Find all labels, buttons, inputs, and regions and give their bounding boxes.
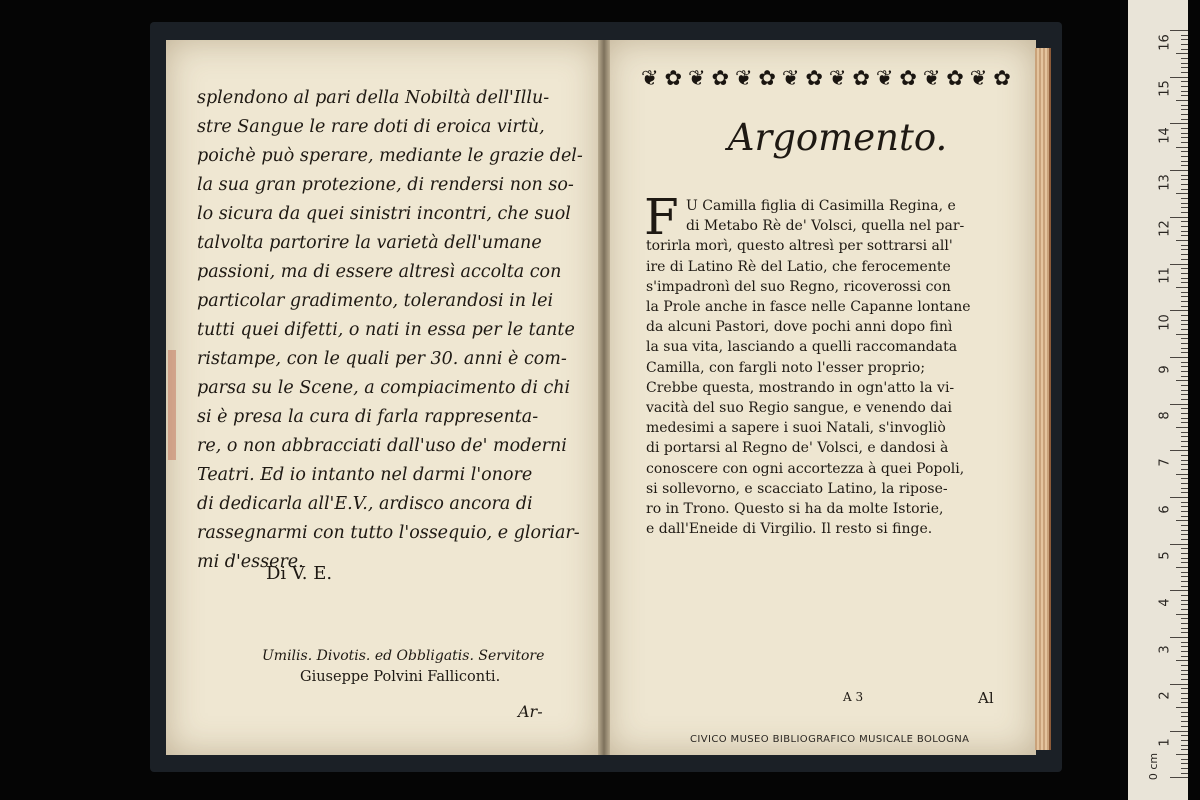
ruler-number: 16	[1157, 33, 1173, 51]
ruler-tick	[1181, 315, 1188, 316]
ruler-tick	[1181, 460, 1188, 461]
ruler-tick	[1181, 352, 1188, 353]
ruler-tick	[1181, 390, 1188, 391]
ruler-tick	[1181, 165, 1188, 166]
ruler-tick	[1181, 609, 1188, 610]
ruler-number: 15	[1157, 80, 1173, 98]
ruler-tick	[1181, 642, 1188, 643]
ruler-tick	[1181, 292, 1188, 293]
ruler-tick	[1181, 670, 1188, 671]
ruler-number: 4	[1157, 598, 1173, 607]
text-line: ristampe, con le quali per 30. anni è com-	[197, 349, 567, 369]
ruler-tick	[1181, 745, 1188, 746]
ruler-tick	[1181, 198, 1188, 199]
signature-mark: A 3	[843, 690, 864, 704]
ruler-tick	[1176, 614, 1188, 615]
ruler-tick	[1170, 77, 1188, 78]
ruler-tick	[1181, 712, 1188, 713]
text-line: Teatri. Ed io intanto nel darmi l'onore	[197, 465, 533, 485]
ruler-tick	[1181, 348, 1188, 349]
ruler-tick	[1176, 427, 1188, 428]
ruler-tick	[1181, 604, 1188, 605]
ruler-tick	[1181, 628, 1188, 629]
ruler-tick	[1176, 380, 1188, 381]
ruler-tick	[1181, 553, 1188, 554]
ruler-tick	[1181, 674, 1188, 675]
ruler-tick	[1181, 759, 1188, 760]
ruler-tick	[1181, 371, 1188, 372]
ruler-tick	[1181, 91, 1188, 92]
ruler-tick	[1170, 777, 1188, 778]
ruler-tick	[1181, 343, 1188, 344]
ruler-tick	[1181, 600, 1188, 601]
ruler-tick	[1181, 698, 1188, 699]
ruler-tick	[1181, 749, 1188, 750]
text-line: parsa su le Scene, a compiacimento di chi	[197, 378, 571, 398]
ruler-tick	[1181, 119, 1188, 120]
measuring-ruler	[1128, 0, 1188, 800]
ruler-tick	[1181, 376, 1188, 377]
ruler-tick	[1181, 548, 1188, 549]
ruler-tick	[1181, 67, 1188, 68]
ruler-tick	[1181, 58, 1188, 59]
ruler-tick	[1181, 109, 1188, 110]
ruler-tick	[1181, 502, 1188, 503]
ruler-tick	[1181, 207, 1188, 208]
ruler-tick	[1176, 287, 1188, 288]
ruler-number: 1	[1157, 738, 1173, 747]
ruler-tick	[1181, 35, 1188, 36]
ruler-tick	[1181, 618, 1188, 619]
text-line: da alcuni Pastori, dove pochi anni dopo finì	[646, 319, 953, 336]
ruler-tick	[1181, 366, 1188, 367]
library-stamp: CIVICO MUSEO BIBLIOGRAFICO MUSICALE BOLOGNA	[690, 734, 970, 745]
ruler-tick	[1181, 693, 1188, 694]
ruler-tick	[1181, 581, 1188, 582]
text-line: di portarsi al Regno de' Volsci, e dandosi à	[646, 440, 949, 457]
ruler-tick	[1181, 179, 1188, 180]
ruler-tick	[1181, 254, 1188, 255]
ruler-tick	[1170, 217, 1188, 218]
text-line: la sua gran protezione, di rendersi non so-	[197, 175, 574, 195]
ruler-tick	[1181, 385, 1188, 386]
drop-cap: F	[644, 188, 679, 246]
ruler-tick	[1181, 114, 1188, 115]
ruler-tick	[1181, 525, 1188, 526]
ruler-tick	[1181, 436, 1188, 437]
ruler-tick	[1181, 735, 1188, 736]
text-line: splendono al pari della Nobiltà dell'Illu-	[197, 88, 550, 108]
ruler-tick	[1170, 30, 1188, 31]
ruler-tick	[1181, 422, 1188, 423]
ruler-tick	[1181, 418, 1188, 419]
author-name: Giuseppe Polvini Falliconti.	[300, 669, 501, 685]
ruler-tick	[1181, 464, 1188, 465]
ruler-tick	[1181, 562, 1188, 563]
ruler-tick	[1176, 100, 1188, 101]
ruler-tick	[1181, 716, 1188, 717]
right-page-text	[646, 236, 1016, 539]
ruler-tick	[1181, 530, 1188, 531]
ruler-tick	[1170, 497, 1188, 498]
ruler-tick	[1181, 156, 1188, 157]
ruler-tick	[1181, 273, 1188, 274]
ruler-tick	[1170, 637, 1188, 638]
ruler-tick	[1181, 296, 1188, 297]
ruler-tick	[1170, 170, 1188, 171]
ruler-tick	[1181, 226, 1188, 227]
ruler-number: 3	[1157, 645, 1173, 654]
ruler-tick	[1176, 520, 1188, 521]
ruler-tick	[1170, 404, 1188, 405]
ruler-tick	[1181, 72, 1188, 73]
text-line: U Camilla figlia di Casimilla Regina, e	[686, 198, 956, 214]
ruler-tick	[1176, 474, 1188, 475]
ruler-tick	[1181, 432, 1188, 433]
ruler-number: 8	[1157, 411, 1173, 420]
ruler-tick	[1181, 81, 1188, 82]
text-line: di Metabo Rè de' Volsci, quella nel par-	[686, 218, 965, 235]
text-line: Crebbe questa, mostrando in ogn'atto la vi-	[646, 379, 955, 396]
ruler-tick	[1181, 595, 1188, 596]
ruler-tick	[1181, 516, 1188, 517]
ruler-unit-label: 0 cm	[1147, 752, 1161, 781]
ruler-tick	[1181, 534, 1188, 535]
ruler-number: 6	[1157, 505, 1173, 514]
ruler-tick	[1181, 175, 1188, 176]
ruler-tick	[1181, 278, 1188, 279]
ruler-tick	[1170, 544, 1188, 545]
ruler-tick	[1181, 39, 1188, 40]
text-line: si è presa la cura di farla rappresenta-	[197, 407, 539, 427]
ruler-tick	[1176, 754, 1188, 755]
ruler-tick	[1181, 478, 1188, 479]
ruler-tick	[1181, 679, 1188, 680]
ruler-tick	[1176, 334, 1188, 335]
ruler-tick	[1181, 702, 1188, 703]
ruler-tick	[1181, 492, 1188, 493]
ruler-tick	[1181, 324, 1188, 325]
ruler-tick	[1181, 572, 1188, 573]
ruler-tick	[1181, 161, 1188, 162]
ruler-tick	[1181, 740, 1188, 741]
ruler-tick	[1181, 726, 1188, 727]
ruler-tick	[1181, 306, 1188, 307]
ruler-tick	[1181, 768, 1188, 769]
ruler-tick	[1181, 362, 1188, 363]
catchword-right: Al	[978, 689, 994, 707]
ruler-tick	[1176, 53, 1188, 54]
ruler-tick	[1170, 450, 1188, 451]
text-line: ire di Latino Rè del Latio, che ferocemente	[646, 258, 951, 275]
ruler-tick	[1181, 763, 1188, 764]
ruler-tick	[1181, 268, 1188, 269]
ruler-number: 12	[1157, 220, 1173, 238]
ruler-tick	[1170, 731, 1188, 732]
right-page-first-lines	[686, 196, 1006, 236]
ruler-tick	[1170, 590, 1188, 591]
dedication-signoff: Di V. E.	[266, 563, 333, 584]
ruler-number: 5	[1157, 551, 1173, 560]
ruler-number: 13	[1157, 174, 1173, 191]
ruler-tick	[1181, 469, 1188, 470]
page-stain	[168, 350, 176, 460]
ruler-tick	[1181, 576, 1188, 577]
ruler-tick	[1181, 329, 1188, 330]
ruler-tick	[1181, 184, 1188, 185]
ruler-number: 11	[1157, 267, 1173, 284]
ruler-tick	[1181, 399, 1188, 400]
catchword-left: Ar-	[518, 702, 543, 721]
ruler-tick	[1181, 413, 1188, 414]
text-line: si sollevorno, e scacciato Latino, la ripose-	[646, 480, 948, 497]
ruler-tick	[1181, 259, 1188, 260]
ruler-tick	[1170, 684, 1188, 685]
ruler-tick	[1181, 441, 1188, 442]
ruler-tick	[1181, 245, 1188, 246]
text-line: re, o non abbracciati dall'uso de' moderni	[197, 436, 567, 456]
ruler-tick	[1170, 310, 1188, 311]
ruler-tick	[1181, 773, 1188, 774]
ruler-tick	[1181, 632, 1188, 633]
ruler-tick	[1181, 203, 1188, 204]
text-line: vacità del suo Regio sangue, e venendo dai	[646, 400, 952, 417]
ruler-tick	[1181, 151, 1188, 152]
text-line: e dall'Eneide di Virgilio. Il resto si finge.	[646, 521, 933, 538]
ruler-tick	[1176, 240, 1188, 241]
text-line: tutti quei difetti, o nati in essa per le tante	[197, 320, 575, 340]
ruler-tick	[1181, 235, 1188, 236]
text-line: stre Sangue le rare doti di eroica virtù,	[197, 117, 545, 137]
ruler-tick	[1181, 49, 1188, 50]
ruler-tick	[1181, 586, 1188, 587]
text-line: ro in Trono. Questo si ha da molte Istorie,	[646, 501, 944, 518]
ruler-tick	[1181, 646, 1188, 647]
ruler-tick	[1181, 63, 1188, 64]
ruler-tick	[1181, 282, 1188, 283]
ruler-tick	[1170, 123, 1188, 124]
ruler-tick	[1181, 320, 1188, 321]
text-line: s'impadronì del suo Regno, ricoverossi con	[646, 278, 951, 295]
ruler-number: 2	[1157, 691, 1173, 701]
ruler-tick	[1181, 408, 1188, 409]
ruler-number: 14	[1157, 127, 1173, 144]
ruler-tick	[1181, 301, 1188, 302]
text-line: conoscere con ogni accortezza à quei Popoli,	[646, 460, 965, 477]
ruler-tick	[1181, 721, 1188, 722]
ruler-tick	[1181, 558, 1188, 559]
ruler-tick	[1181, 137, 1188, 138]
ruler-tick	[1181, 688, 1188, 689]
ruler-tick	[1181, 128, 1188, 129]
text-line: lo sicura da quei sinistri incontri, che suol	[197, 204, 571, 224]
page-heading: Argomento.	[727, 116, 948, 159]
ruler-tick	[1181, 651, 1188, 652]
ruler-tick	[1181, 189, 1188, 190]
ruler-tick	[1181, 212, 1188, 213]
text-line: mi d'essere.	[197, 552, 304, 572]
text-line: poichè può sperare, mediante le grazie del-	[197, 146, 583, 166]
text-line: particolar gradimento, tolerandosi in lei	[197, 291, 554, 311]
ruler-tick	[1181, 249, 1188, 250]
ruler-tick	[1181, 221, 1188, 222]
text-line: di dedicarla all'E.V., ardisco ancora di	[197, 494, 533, 514]
ruler-tick	[1181, 455, 1188, 456]
ruler-tick	[1181, 133, 1188, 134]
headpiece-ornament: ❦ ✿ ❦ ✿ ❦ ✿ ❦ ✿ ❦ ✿ ❦ ✿ ❦ ✿ ❦ ✿	[641, 66, 1011, 90]
ruler-tick	[1181, 338, 1188, 339]
ruler-tick	[1181, 506, 1188, 507]
text-line: passioni, ma di essere altresì accolta con	[197, 262, 562, 282]
ruler-tick	[1181, 665, 1188, 666]
text-line: la Prole anche in fasce nelle Capanne lontane	[646, 299, 971, 315]
ruler-number: 7	[1157, 458, 1173, 467]
ruler-tick	[1181, 623, 1188, 624]
ruler-tick	[1181, 488, 1188, 489]
ruler-tick	[1176, 660, 1188, 661]
ruler-tick	[1176, 193, 1188, 194]
ruler-number: 10	[1157, 314, 1173, 331]
ruler-tick	[1176, 707, 1188, 708]
ruler-number: 9	[1157, 364, 1173, 374]
text-line: medesimi a sapere i suoi Natali, s'invogliò	[646, 420, 946, 437]
ruler-tick	[1181, 105, 1188, 106]
ruler-tick	[1181, 511, 1188, 512]
text-line: Camilla, con fargli noto l'esser proprio;	[646, 359, 926, 376]
ruler-tick	[1181, 142, 1188, 143]
ruler-tick	[1181, 86, 1188, 87]
ruler-tick	[1181, 656, 1188, 657]
ruler-tick	[1181, 483, 1188, 484]
ruler-tick	[1181, 539, 1188, 540]
ruler-tick	[1170, 264, 1188, 265]
ruler-tick	[1170, 357, 1188, 358]
ruler-tick	[1176, 567, 1188, 568]
text-line: rassegnarmi con tutto l'ossequio, e gloriar-	[197, 523, 580, 543]
ruler-tick	[1181, 95, 1188, 96]
text-line: talvolta partorire la varietà dell'umane	[197, 233, 542, 253]
ruler-tick	[1181, 44, 1188, 45]
text-line: torirla morì, questo altresì per sottrarsi all'	[646, 238, 953, 255]
ruler-tick	[1181, 394, 1188, 395]
ruler-tick	[1181, 446, 1188, 447]
ruler-tick	[1176, 147, 1188, 148]
servant-line: Umilis. Divotis. ed Obbligatis. Servitore	[262, 648, 545, 664]
text-line: la sua vita, lasciando a quelli raccomandata	[646, 339, 958, 356]
ruler-tick	[1181, 231, 1188, 232]
